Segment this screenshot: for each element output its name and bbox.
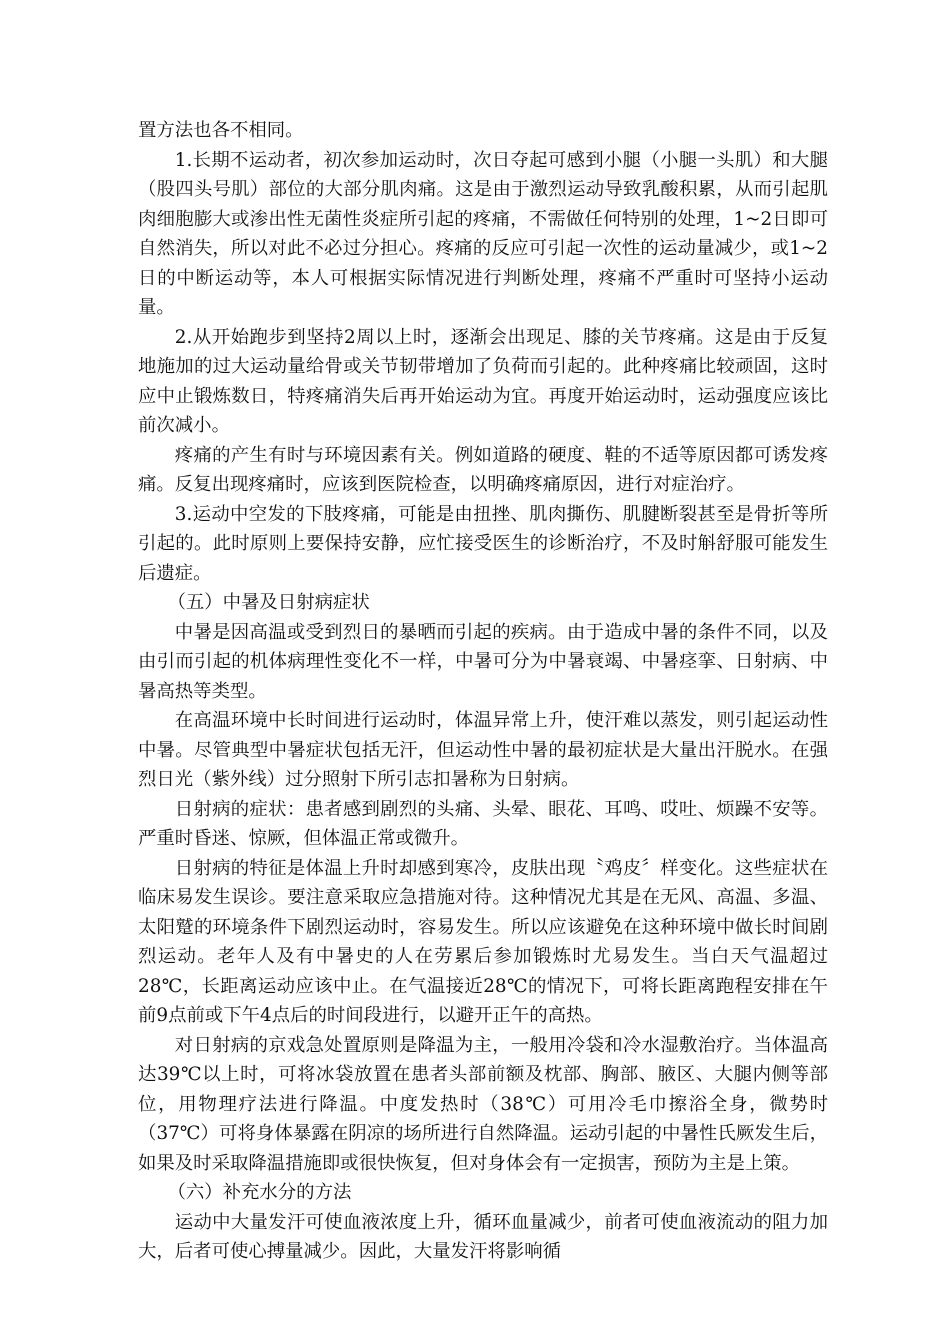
paragraph-pain-environment: 疼痛的产生有时与环境因素有关。例如道路的硬度、鞋的不适等原因都可诱发疼痛。反复出现疼痛时，应该到医院检查，以明确疼痛原因，进行对症治疗。	[138, 444, 828, 495]
section-heading-5: （五）中暑及日射病症状	[167, 592, 370, 613]
paragraph-continuation: 置方法也各不相同。	[138, 120, 304, 141]
paragraph-sunstroke-treatment: 对日射病的京戏急处置原则是降温为主，一般用冷袋和冷水湿敷治疗。当体温高达39℃以上时，可将冰袋放置在患者头部前额及枕部、胸部、腋区、大腿内侧等部位，用物理疗法进行降温。中度发热时（38℃）可用冷毛巾擦浴全身，微势时（37℃）可将身体暴露在阴凉的场所进行自然降温。运动引起的中暑性氏厥发生后，如果及时采取降温措施即或很快恢复，但对身体会有一定损害，预防为主是上策。	[138, 1034, 828, 1174]
paragraph-water-intro: 运动中大量发汗可使血液浓度上升，循环血量减少，前者可使血液流动的阻力加大，后者可使心搏量减少。因此，大量发汗将影响循	[138, 1211, 828, 1262]
paragraph-exercise-heatstroke: 在高温环境中长时间进行运动时，体温异常上升，使汗难以蒸发，则引起运动性中暑。尽管典型中暑症状包括无汗，但运动性中暑的最初症状是大量出汗脱水。在强烈日光（紫外线）过分照射下所引志扣暑称为日射病。	[138, 710, 828, 790]
paragraph-item-3: 3.运动中空发的下肢疼痛，可能是由扭挫、肌肉撕伤、肌腱断裂甚至是骨折等所引起的。此时原则上要保持安静，应忙接受医生的诊断治疗，不及时斛舒服可能发生后遗症。	[138, 503, 828, 584]
paragraph-sunstroke-symptoms: 日射病的症状：患者感到剧烈的头痛、头晕、眼花、耳鸣、哎吐、烦躁不安等。严重时昏迷、惊厥，但体温正常或微升。	[138, 798, 828, 849]
paragraph-item-1: 1.长期不运动者，初次参加运动时，次日夺起可感到小腿（小腿一头肌）和大腿（股四头号肌）部位的大部分肌肉痛。这是由于激烈运动导致乳酸积累，从而引起肌肉细胞膨大或渗出性无菌性炎症所引起的疼痛，不需做任何特别的处理，1~2日即可自然消失，所以对此不必过分担心。疼痛的反应可引起一次性的运动量减少，或1~2日的中断运动等，本人可根据实际情况进行判断处理，疼痛不严重时可坚持小运动量。	[138, 149, 828, 318]
paragraph-sunstroke-features: 日射病的特征是体温上升时却感到寒冷，皮肤出现〝鸡皮〞样变化。这些症状在临床易发生误诊。要注意采取应急措施对待。这种情况尤其是在无风、高温、多温、太阳蹵的环境条件下剧烈运动时，容易发生。所以应该避免在这种环境中做长时间剧烈运动。老年人及有中暑史的人在劳累后参加锻炼时尤易发生。当白天气温超过28℃，长距离运动应该中止。在气温接近28℃的情况下，可将长距离跑程安排在午前9点前或下午4点后的时间段进行，以避开正午的高热。	[138, 857, 828, 1026]
section-heading-6: （六）补充水分的方法	[167, 1182, 352, 1203]
document-page	[138, 116, 828, 1267]
paragraph-item-2: 2.从开始跑步到坚持2周以上时，逐渐会出现足、膝的关节疼痛。这是由于反复地施加的过大运动量给骨或关节韧带增加了负荷而引起的。此种疼痛比较顽固，这时应中止锻炼数日，特疼痛消失后再开始运动为宜。再度开始运动时，运动强度应该比前次减小。	[138, 326, 828, 436]
paragraph-heatstroke-definition: 中暑是因高温或受到烈日的暴晒而引起的疾病。由于造成中暑的条件不同，以及由引而引起的机体病理性变化不一样，中暑可分为中暑衰竭、中暑痉挛、日射病、中暑高热等类型。	[138, 621, 828, 702]
